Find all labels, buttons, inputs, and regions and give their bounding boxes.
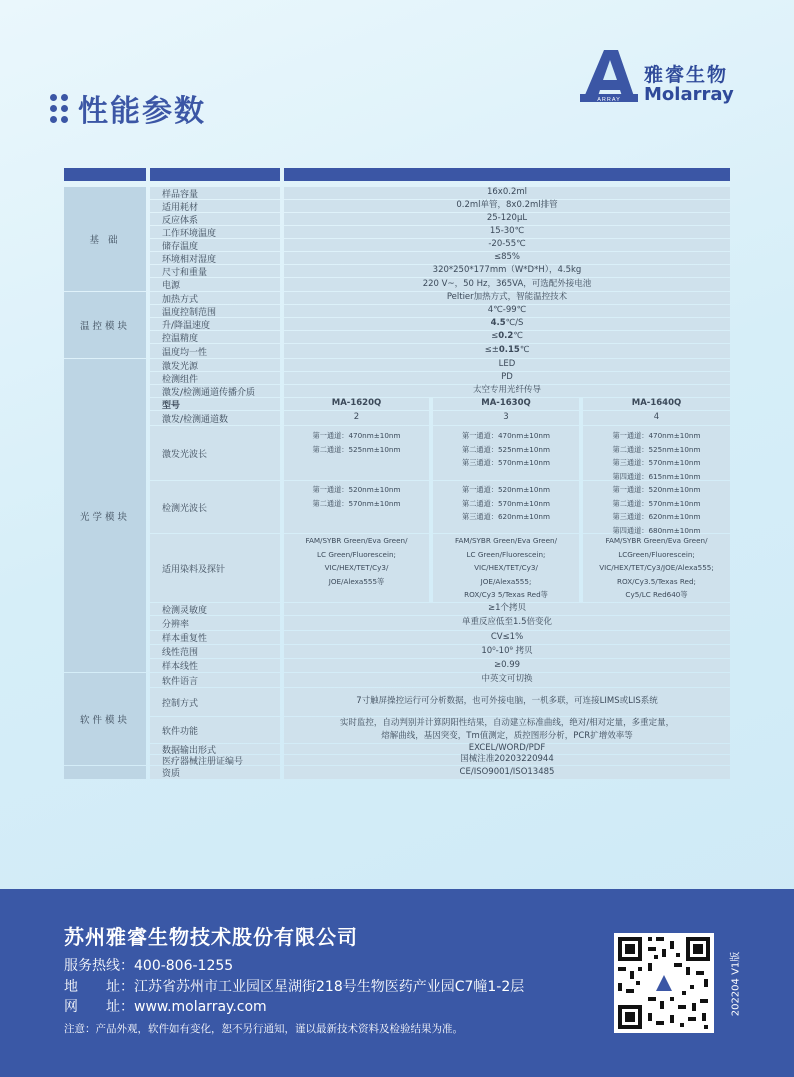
excitation-line: 第一通道：470nm±10nm — [312, 431, 401, 440]
row-label: 分辨率 — [150, 616, 280, 630]
row-value: 0.2ml单管，8x0.2ml排管 — [284, 200, 730, 212]
edition-text: 202204 V1版 — [730, 951, 742, 1017]
disclaimer: 注意：产品外观，软件如有变化，恕不另行通知，谨以最新技术资料及检验结果为准。 — [64, 1023, 463, 1035]
detection-line: 第二通道：570nm±10nm — [312, 498, 401, 508]
row-label: 检测光波长 — [150, 481, 280, 533]
model-value: MA-1620Q — [284, 398, 429, 410]
page-heading — [50, 86, 206, 130]
detection-line: 第二通道：570nm±10nm — [462, 498, 550, 508]
row-label: 激发/检测通道传播介质 — [150, 385, 280, 397]
excitation-value — [583, 426, 730, 480]
dyes-line: VIC/HEX/TET/Cy3/ — [324, 563, 389, 572]
table-header-bar — [284, 168, 730, 181]
row-value: 320*250*177mm（W*D*H），4.5kg — [284, 265, 730, 277]
table-header-bar — [64, 168, 146, 181]
category-blank — [64, 766, 146, 779]
value-unit: ℃/S — [505, 318, 524, 329]
row-value: -20-55℃ — [284, 239, 730, 251]
row-value: 中英文可切换 — [284, 673, 730, 687]
detection-value — [433, 481, 579, 533]
excitation-line: 第二通道：525nm±10nm — [312, 444, 401, 454]
row-value: ≥0.99 — [284, 659, 730, 672]
row-value: ≥1个拷贝 — [284, 603, 730, 615]
row-label — [150, 398, 280, 410]
row-value — [284, 344, 730, 358]
row-label: 软件功能 — [150, 717, 280, 743]
model-value: MA-1640Q — [583, 398, 730, 410]
dyes-line: LCGreen/Fluorescein; — [618, 549, 695, 559]
dyes-line: Cy5/LC Red640等 — [625, 590, 688, 599]
value-number: 0.15 — [498, 345, 520, 356]
row-value: 国械注准20203220944 — [284, 755, 730, 765]
brand-name-en: Molarray — [644, 84, 734, 105]
row-label: 适用耗材 — [150, 200, 280, 212]
row-label: 激发光波长 — [150, 426, 280, 480]
detection-line: 第三通道：620nm±10nm — [612, 512, 701, 521]
row-label: 适用染料及探针 — [150, 534, 280, 602]
table-header-bar — [150, 168, 280, 181]
row-value: 单重反应低至1.5倍变化 — [284, 616, 730, 630]
row-label: 线性范围 — [150, 645, 280, 658]
row-value: 4℃-99℃ — [284, 305, 730, 317]
excitation-line: 第二通道：525nm±10nm — [462, 444, 550, 454]
row-label: 温度均一性 — [150, 344, 280, 358]
row-label: 环境相对湿度 — [150, 252, 280, 264]
dyes-value — [433, 534, 579, 602]
dots-icon — [50, 94, 68, 123]
detection-line: 第一通道：520nm±10nm — [612, 485, 701, 494]
dyes-line: ROX/Cy3.5/Texas Red; — [617, 576, 696, 586]
hotline: 服务热线：400-806-1255 — [64, 958, 234, 974]
row-label: 控制方式 — [150, 688, 280, 716]
row-label: 激发光源 — [150, 359, 280, 371]
excitation-value — [284, 426, 429, 480]
row-label: 样本重复性 — [150, 631, 280, 644]
model-label: 型号 — [162, 400, 181, 411]
row-label: 资质 — [150, 766, 280, 779]
dyes-value — [284, 534, 429, 602]
row-value: 太空专用光纤传导 — [284, 385, 730, 397]
footer — [0, 889, 794, 1077]
dyes-value — [583, 534, 730, 602]
dyes-line: LC Green/Fluorescein; — [317, 549, 396, 559]
row-label: 加热方式 — [150, 292, 280, 304]
row-label: 检测组件 — [150, 372, 280, 384]
address: 地 址：江苏省苏州市工业园区星湖街218号生物医药产业园C7幢1-2层 — [64, 979, 525, 995]
category-basic: 基 础 — [64, 187, 146, 291]
channels-value: 3 — [433, 411, 579, 425]
row-label: 样本线性 — [150, 659, 280, 672]
functions-line: 实时监控，自动判别并计算阴阳性结果，自动建立标准曲线，绝对/相对定量，多重定量， — [339, 717, 675, 728]
row-label: 储存温度 — [150, 239, 280, 251]
dyes-line: VIC/HEX/TET/Cy3/JOE/Alexa555; — [599, 563, 714, 572]
dyes-line: LC Green/Fluorescein; — [466, 549, 546, 559]
row-label: 软件语言 — [150, 673, 280, 687]
value-prefix: ≤± — [484, 345, 499, 356]
row-label: 尺寸和重量 — [150, 265, 280, 277]
category-thermal: 温控模块 — [64, 292, 146, 358]
row-label: 数据输出形式 — [150, 744, 280, 754]
row-label: 工作环境温度 — [150, 226, 280, 238]
row-value: PD — [284, 372, 730, 384]
row-label: 检测灵敏度 — [150, 603, 280, 615]
row-value: ≤85% — [284, 252, 730, 264]
detection-value — [284, 481, 429, 533]
page-title: 性能参数 — [78, 94, 206, 129]
row-label: 控温精度 — [150, 331, 280, 343]
dyes-line: JOE/Alexa555等 — [328, 576, 385, 586]
category-optical: 光学模块 — [64, 359, 146, 672]
row-value: Peltier加热方式，智能温控技术 — [284, 292, 730, 304]
detection-line: 第二通道：570nm±10nm — [612, 498, 701, 508]
qr-code-icon[interactable] — [614, 933, 714, 1033]
row-label: 升/降温速度 — [150, 318, 280, 330]
excitation-line: 第一通道：470nm±10nm — [462, 431, 550, 440]
website-link[interactable]: 网 址：www.molarray.com — [64, 999, 267, 1015]
row-value — [284, 717, 730, 743]
row-label: 样品容量 — [150, 187, 280, 199]
row-label: 反应体系 — [150, 213, 280, 225]
value-unit: ℃ — [513, 331, 523, 342]
row-value: CV≤1% — [284, 631, 730, 644]
company-name: 苏州雅睿生物技术股份有限公司 — [64, 925, 358, 949]
row-value: 15-30℃ — [284, 226, 730, 238]
excitation-value — [433, 426, 579, 480]
row-value: LED — [284, 359, 730, 371]
row-value — [284, 331, 730, 343]
excitation-line: 第二通道：525nm±10nm — [612, 444, 701, 454]
functions-line: 熔解曲线，基因突变，Tm值测定，质控图形分析，PCR扩增效率等 — [381, 731, 633, 741]
value-number: 4.5 — [490, 318, 506, 329]
brand-logo — [578, 48, 748, 108]
detection-line: 第三通道：620nm±10nm — [462, 512, 550, 521]
value-number: 0.2 — [498, 331, 514, 342]
row-label: 医疗器械注册证编号 — [150, 755, 280, 765]
row-label: 电源 — [150, 278, 280, 291]
channels-value: 2 — [284, 411, 429, 425]
edition-label — [727, 929, 741, 1039]
detection-line: 第四通道：680nm±10nm — [612, 525, 701, 535]
dyes-line: VIC/HEX/TET/Cy3/ — [474, 563, 538, 572]
excitation-line: 第三通道：570nm±10nm — [612, 458, 701, 467]
brand-name-cn: 雅睿生物 — [644, 64, 729, 86]
dyes-line: JOE/Alexa555; — [480, 576, 532, 586]
detection-line: 第一通道：520nm±10nm — [462, 485, 550, 494]
detection-line: 第一通道：520nm±10nm — [312, 485, 401, 494]
dyes-line: FAM/SYBR Green/Eva Green/ — [605, 536, 708, 545]
row-value: 220 V~，50 Hz，365VA，可选配外接电池 — [284, 278, 730, 291]
excitation-line: 第四通道：615nm±10nm — [612, 471, 701, 481]
value-unit: ℃ — [519, 345, 530, 356]
model-value: MA-1630Q — [433, 398, 579, 410]
row-label: 温度控制范围 — [150, 305, 280, 317]
row-value: CE/ISO9001/ISO13485 — [284, 766, 730, 779]
row-value: 25-120μL — [284, 213, 730, 225]
excitation-line: 第三通道：570nm±10nm — [462, 458, 550, 467]
row-value: 10⁰-10⁹ 拷贝 — [284, 645, 730, 658]
dyes-line: FAM/SYBR Green/Eva Green/ — [305, 536, 408, 545]
row-value: 16x0.2ml — [284, 187, 730, 199]
value-prefix: ≤ — [491, 331, 499, 342]
row-value: EXCEL/WORD/PDF — [284, 744, 730, 754]
dyes-line: FAM/SYBR Green/Eva Green/ — [454, 536, 558, 545]
molarray-logo-icon — [578, 48, 640, 104]
channels-value: 4 — [583, 411, 730, 425]
detection-value — [583, 481, 730, 533]
row-value: 7寸触屏操控运行可分析数据，也可外接电脑，一机多联，可连接LIMS或LIS系统 — [284, 688, 730, 716]
category-software: 软件模块 — [64, 673, 146, 765]
dyes-line: ROX/Cy3 5/Texas Red等 — [464, 590, 548, 599]
excitation-line: 第一通道：470nm±10nm — [612, 431, 701, 440]
row-value — [284, 318, 730, 330]
logo-mark-text: ARRAY — [597, 97, 621, 103]
row-label: 激发/检测通道数 — [150, 411, 280, 425]
